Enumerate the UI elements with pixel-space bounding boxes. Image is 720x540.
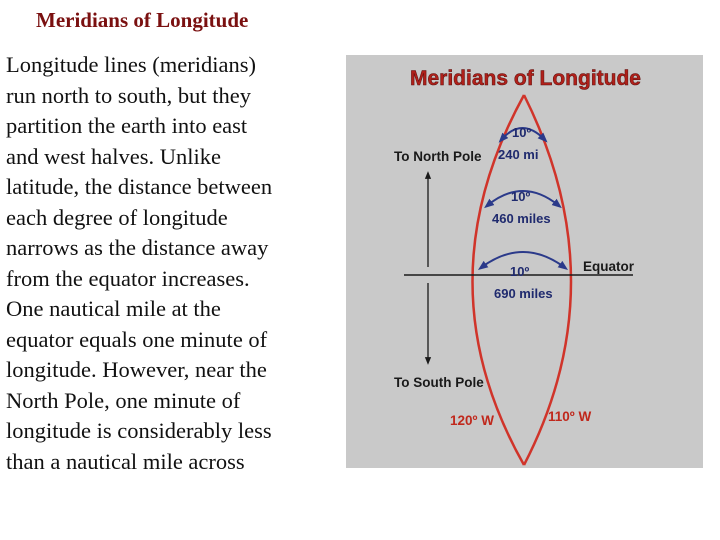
body-text: [6, 50, 351, 477]
to-south-pole-label: To South Pole: [394, 375, 484, 390]
arc-1-distance: 240 mi: [498, 147, 539, 162]
body-line: equator equals one minute of: [6, 326, 268, 352]
body-line: One nautical mile at the: [6, 296, 221, 321]
body-line: from the equator increases.: [6, 265, 250, 291]
to-north-pole-label: To North Pole: [394, 149, 482, 164]
slide-title: Meridians of Longitude: [36, 8, 249, 32]
body-line: than a nautical mile across: [6, 448, 245, 474]
arc-2-distance: 460 miles: [492, 211, 551, 226]
body-line: narrows as the distance away: [6, 235, 269, 260]
body-line: Longitude lines (meridians): [6, 52, 256, 77]
equator-label: Equator: [583, 259, 635, 274]
body-line: each degree of longitude: [6, 204, 228, 230]
figure-title: Meridians of Longitude: [410, 67, 641, 90]
body-line: North Pole, one minute of: [6, 387, 241, 413]
meridian-110w-label: 110º W: [548, 409, 592, 424]
body-line: partition the earth into east: [6, 113, 248, 138]
body-line: and west halves. Unlike: [6, 143, 221, 169]
body-line: longitude. However, near the: [6, 357, 267, 382]
meridians-diagram: [346, 55, 703, 468]
arc-2-degrees: 10º: [511, 189, 531, 204]
arc-1-degrees: 10º: [512, 125, 532, 140]
arc-3-degrees: 10º: [510, 264, 530, 279]
meridians-figure: [346, 55, 703, 468]
meridian-120w-label: 120º W: [450, 413, 494, 428]
body-line: latitude, the distance between: [6, 174, 273, 199]
body-line: longitude is considerably less: [6, 418, 272, 443]
arc-3-distance: 690 miles: [494, 286, 553, 301]
body-line: run north to south, but they: [6, 82, 251, 108]
